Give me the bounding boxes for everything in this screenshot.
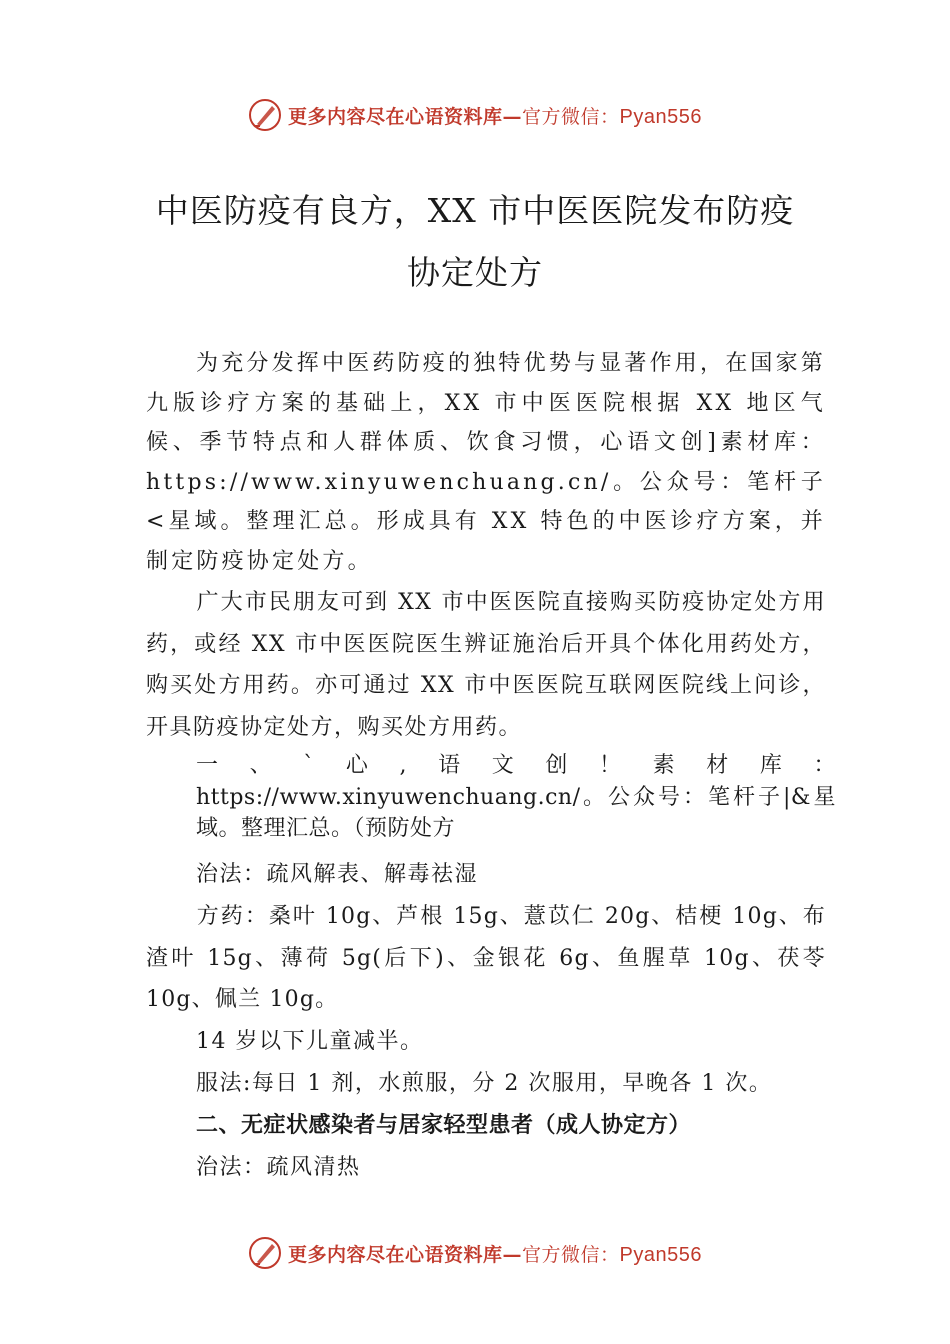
footer-watermark-dash: —	[502, 1243, 523, 1266]
page-title-line-2: 协定处方	[407, 253, 543, 292]
section-1-heading: 一、`心,语文创！素材库：https://www.xinyuwenchuang.cn/。公众号：笔杆子|&星域。整理汇总。（预防处方	[196, 753, 836, 841]
treatment-method-2: 治法：疏风清热	[196, 1155, 361, 1180]
administration-method: 服法:每日 1 剂，水煎服，分 2 次服用，早晚各 1 次。	[196, 1071, 773, 1096]
watermark-brand: 更多内容尽在心语资料库	[288, 105, 503, 128]
treatment-method-1: 治法：疏风解表、解毒祛湿	[196, 862, 479, 887]
child-dosage-note: 14 岁以下儿童减半。	[196, 1029, 424, 1054]
footer-watermark-wechat-label: 官方微信：	[522, 1243, 620, 1266]
paragraph-purchase	[146, 582, 826, 748]
section-2-heading: 二、无症状感染者与居家轻型患者（成人协定方）	[196, 1113, 692, 1138]
watermark-dash: —	[502, 105, 523, 128]
footer-watermark-wechat-id: Pyan556	[619, 1243, 702, 1266]
footer-watermark-brand: 更多内容尽在心语资料库	[288, 1243, 503, 1266]
quill-logo-icon	[248, 98, 282, 132]
quill-logo-icon	[248, 1236, 282, 1270]
page-title-line-1: 中医防疫有良方，XX 市中医医院发布防疫	[155, 191, 795, 230]
paragraph-purchase-text: 广大市民朋友可到 XX 市中医医院直接购买防疫协定处方用药，或经 XX 市中医医院医生辨证施治后开具个体化用药处方，购买处方用药。亦可通过 XX 市中医医院互联网医院线上问诊，开具防疫协定处方，购买处方用药。	[146, 590, 826, 740]
prescription-text: 方药：桑叶 10g、芦根 15g、薏苡仁 20g、桔梗 10g、布渣叶 15g、薄荷 5g(后下)、金银花 6g、鱼腥草 10g、茯苓 10g、佩兰 10g。	[146, 904, 826, 1012]
paragraph-intro-text: 为充分发挥中医药防疫的独特优势与显著作用，在国家第九版诊疗方案的基础上，XX 市中医医院根据 XX 地区气候、季节特点和人群体质、饮食习惯，心语文创]素材库：https://www.xinyuwenchuang.cn/。公众号：笔杆子<星域。整理汇总。形成具有 XX 特色的中医诊疗方案，并制定防疫协定处方。	[146, 351, 827, 574]
watermark-wechat-id: Pyan556	[619, 105, 702, 128]
prescription-paragraph	[146, 896, 826, 1021]
footer-watermark	[0, 1233, 950, 1273]
paragraph-intro	[146, 344, 826, 581]
header-watermark	[0, 95, 950, 135]
watermark-wechat-label: 官方微信：	[522, 105, 620, 128]
